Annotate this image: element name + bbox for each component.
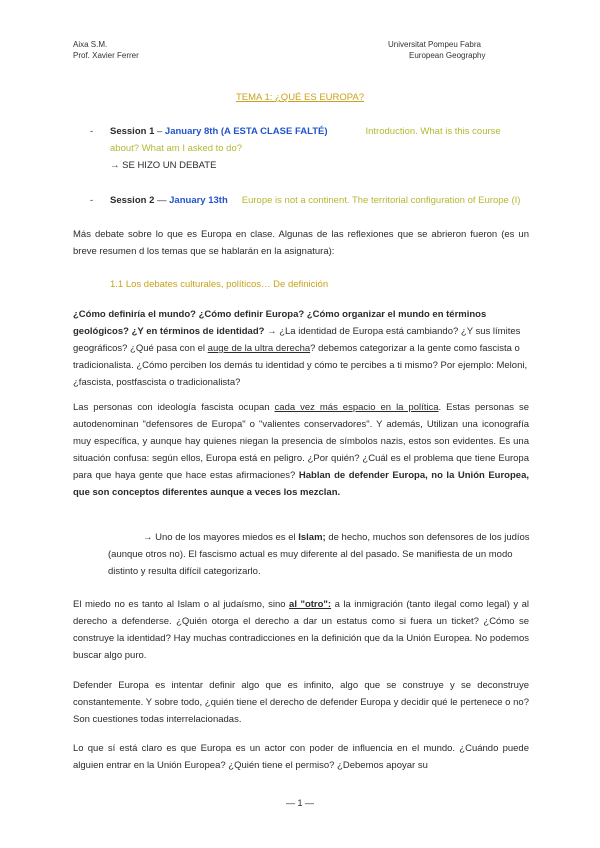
- p4-bold-underlined: al "otro":: [289, 599, 332, 610]
- session-2-dash: —: [154, 195, 170, 206]
- p4-text-b: a la inmigración (tanto ilegal como legal) y al derecho a defenderse. ¿Quién otorga el derecho a dar un estatus como si fuera un ticket? ¿Cómo se construye la identidad? Hay muchas contradicciones en la definición que da la Unión Europea. No podemos buscar algo puro.: [73, 599, 530, 661]
- p3-text-b: de hecho, muchos son defensores de los judíos (aunque otros no). El fascismo actual es muy diferente al del pasado. Se manifiesta de un modo distinto y resulta difícil categorizarlo.: [108, 532, 530, 577]
- paragraph-3: [108, 529, 530, 580]
- p1-text-a: → ¿La identidad de Europa está cambiando? ¿Y sus límites geográficos? ¿Qué pasa con el: [73, 326, 521, 354]
- paragraph-5: Defender Europa es intentar definir algo que es infinito, algo que se construye y se deconstruye constantemente. Y sobre todo, ¿quién tiene el derecho de defender Europa y decidir qué le pertenece o no? Son cuestiones todas interrelacionadas.: [73, 680, 529, 725]
- page-title: TEMA 1: ¿QUÉ ES EUROPA?: [235, 92, 365, 103]
- session-1-bullet: -: [90, 126, 94, 137]
- p3-bold: Islam;: [298, 532, 326, 543]
- p2-text-b: . Estas personas se autodenominan "defensores de Europa" o "valientes conservadores". Y además, Utilizan una iconografía muy específica, y aunque hay quienes niegan la presencia de símbolos nazis, estos son evidentes. Es una situación confusa: según ellos, Europa está en peligro. ¿Por quién? ¿Cuál es el problema que tiene Europa para que haya gente que hace estas afirmaciones?: [73, 402, 529, 481]
- p1-underlined: auge de la ultra derecha: [207, 343, 311, 354]
- paragraph-4: [73, 596, 529, 664]
- session-2-date: January 13th: [169, 195, 228, 206]
- professor-name: Prof. Xavier Ferrer: [73, 51, 139, 60]
- p3-text-a: → Uno de los mayores miedos es el: [143, 532, 299, 543]
- author-name: Aixa S.M.: [73, 40, 108, 49]
- session-1-date: January 8th (A ESTA CLASE FALTÉ): [164, 126, 328, 137]
- session-1: [110, 123, 530, 174]
- header-right: [388, 39, 486, 61]
- session-1-topic: Introduction. What is this course about? What am I asked to do?: [110, 126, 501, 154]
- page-number: — 1 —: [285, 798, 314, 808]
- p2-bold: Hablan de defender Europa, no la Unión Europea, que son conceptos diferentes aunque a veces los mezclan.: [73, 470, 529, 498]
- p1-text-b: ? debemos categorizar a la gente como fascista o tradicionalista. ¿Cómo perciben los demás tu identidad y cómo te percibes a ti mismo? Por ejemplo: Meloni, ¿fascista, postfascista o tradicionalista?: [73, 343, 528, 388]
- session-2: [110, 192, 530, 209]
- intro-paragraph: Más debate sobre lo que es Europa en clase. Algunas de las reflexiones que se abrieron fueron (es un breve resumen d los temas que se hablarán en la asignatura):: [73, 229, 529, 257]
- session-1-label: Session 1: [110, 126, 155, 137]
- paragraph-2: [73, 399, 529, 501]
- session-2-label: Session 2: [110, 195, 155, 206]
- p2-text-a: Las personas con ideología fascista ocupan: [73, 402, 275, 413]
- section-heading: 1.1 Los debates culturales, políticos… De definición: [110, 279, 329, 290]
- university-name: Universitat Pompeu Fabra: [388, 40, 481, 49]
- session-2-topic: Europe is not a continent. The territorial configuration of Europe (I): [241, 195, 521, 206]
- course-name: European Geography: [409, 51, 486, 60]
- p4-text-a: El miedo no es tanto al Islam o al judaísmo, sino: [73, 599, 290, 610]
- p2-underlined: cada vez más espacio en la política: [274, 402, 439, 413]
- header-left: [73, 39, 139, 61]
- paragraph-1: [73, 306, 529, 391]
- session-2-bullet: -: [90, 195, 94, 206]
- p1-bold-questions: ¿Cómo definiría el mundo? ¿Cómo definir Europa? ¿Cómo organizar el mundo en términos geológicos? ¿Y en términos de identidad?: [73, 309, 487, 337]
- session-1-note: → SE HIZO UN DEBATE: [110, 160, 217, 171]
- session-1-dash: –: [154, 126, 165, 137]
- paragraph-6: Lo que sí está claro es que Europa es un actor con poder de influencia en el mundo. ¿Cuándo puede alguien entrar en la Unión Europea? ¿Quién tiene el permiso? ¿Debemos apoyar su: [73, 743, 529, 771]
